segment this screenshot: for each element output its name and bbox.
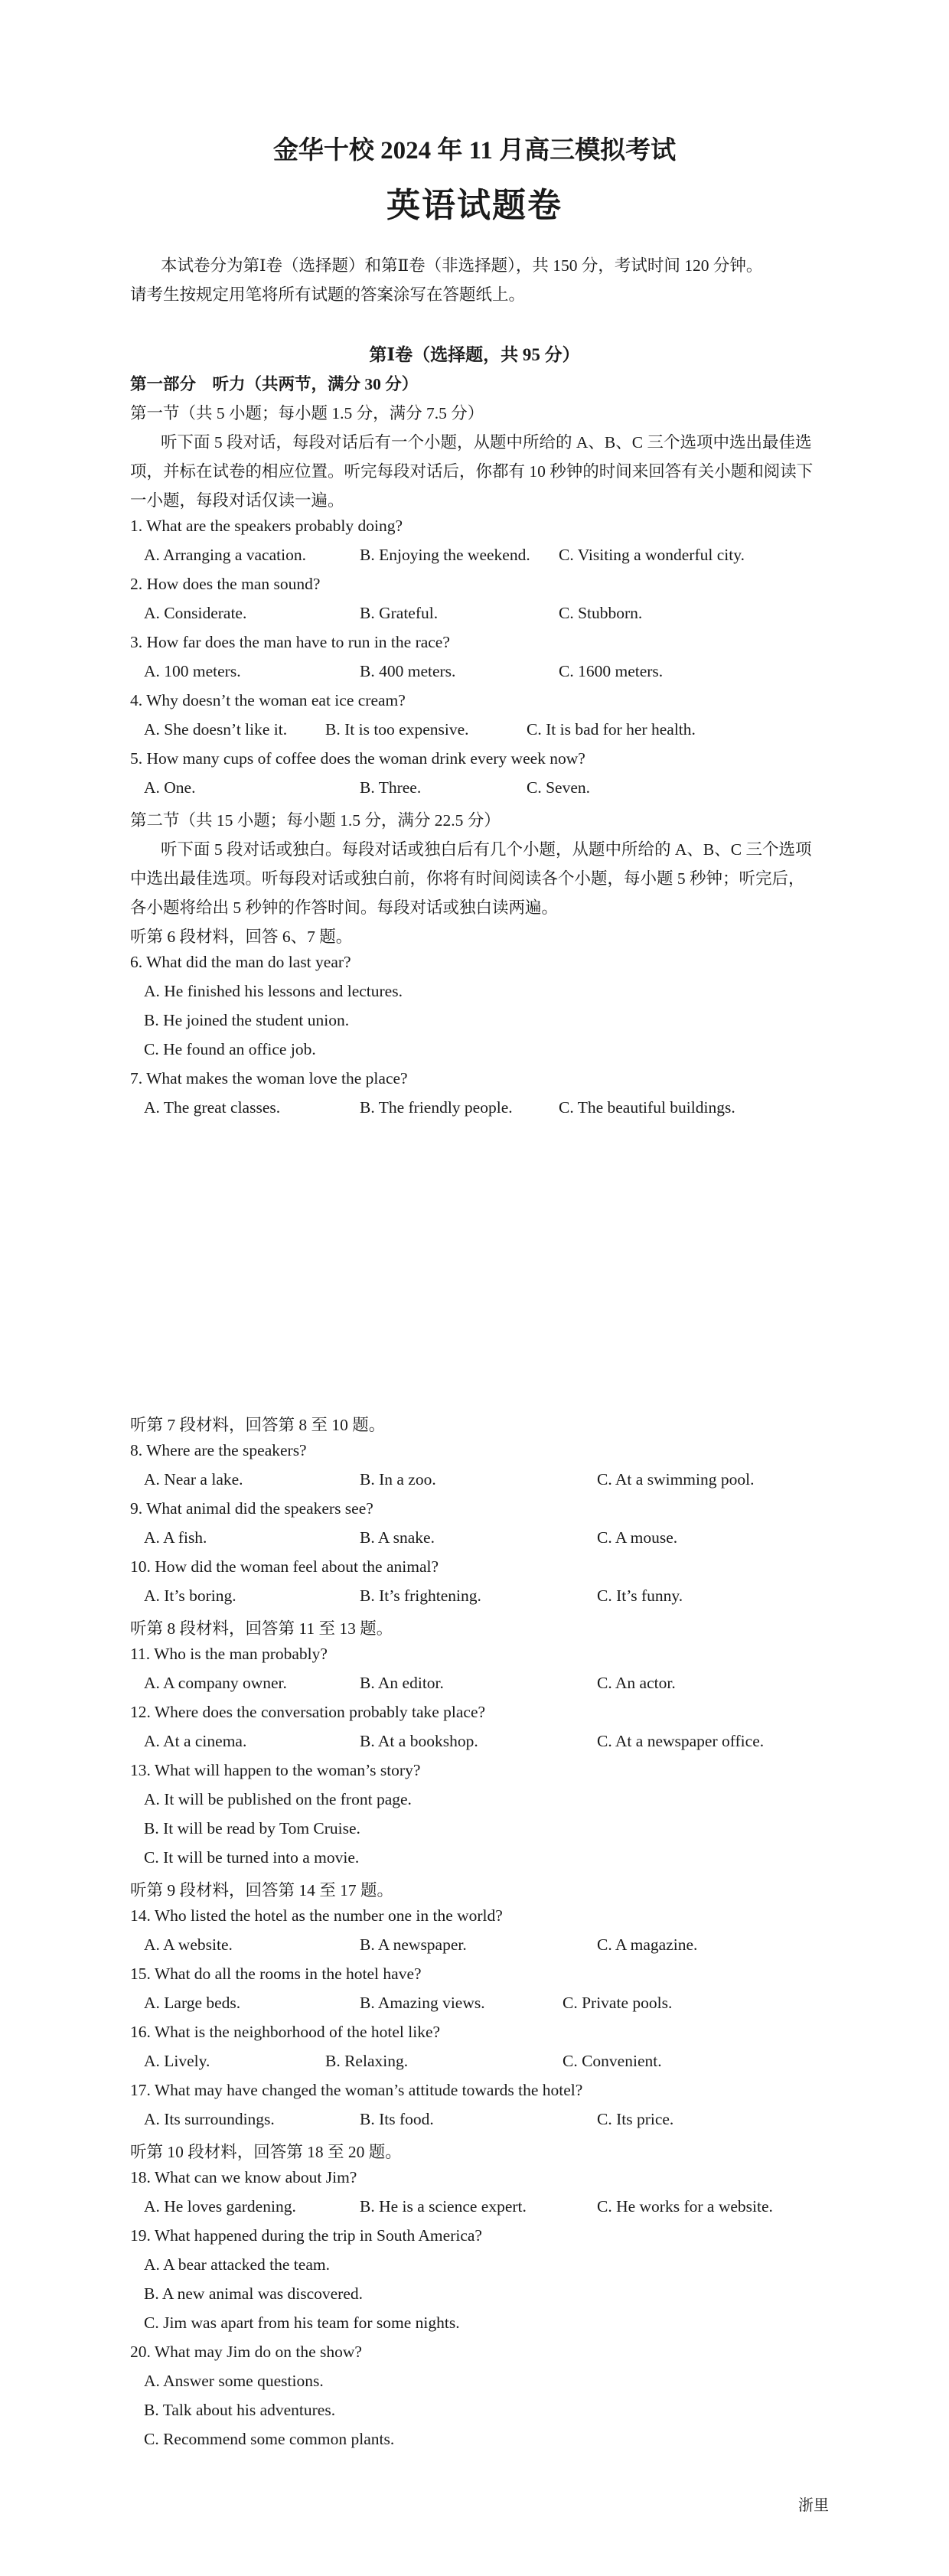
q12-option-a: A. At a cinema. xyxy=(144,1732,247,1750)
exam-title: 金华十校 2024 年 11 月高三模拟考试 xyxy=(272,137,677,165)
subject-title: 英语试题卷 xyxy=(386,187,563,224)
q12-option-c: C. At a newspaper office. xyxy=(597,1732,765,1750)
q11-option-b: B. An editor. xyxy=(360,1674,444,1692)
question-1: 1. What are the speakers probably doing? xyxy=(130,517,403,535)
q9-option-a: A. A fish. xyxy=(144,1528,207,1547)
section-title: 第一部分 听力（共两节，满分 30 分） xyxy=(130,375,419,393)
q13-option-b: B. It will be read by Tom Cruise. xyxy=(144,1819,360,1837)
q7-option-b: B. The friendly people. xyxy=(360,1098,513,1117)
question-15: 15. What do all the rooms in the hotel have? xyxy=(130,1965,422,1983)
question-20: 20. What may Jim do on the show? xyxy=(130,2343,362,2361)
intro-line-1: 本试卷分为第Ⅰ卷（选择题）和第Ⅱ卷（非选择题），共 150 分，考试时间 120 分钟。 xyxy=(161,256,763,275)
question-6: 6. What did the man do last year? xyxy=(130,953,351,971)
q4-option-a: A. She doesn’t like it. xyxy=(144,720,288,739)
q6-option-c: C. He found an office job. xyxy=(144,1040,316,1058)
question-2: 2. How does the man sound? xyxy=(130,575,321,593)
q4-option-c: C. It is bad for her health. xyxy=(527,720,696,739)
q1-option-b: B. Enjoying the weekend. xyxy=(360,546,530,564)
q14-option-c: C. A magazine. xyxy=(597,1935,698,1954)
question-5: 5. How many cups of coffee does the woman drink every week now? xyxy=(130,749,585,768)
q11-option-c: C. An actor. xyxy=(597,1674,676,1692)
q18-option-b: B. He is a science expert. xyxy=(360,2197,527,2216)
q10-option-c: C. It’s funny. xyxy=(597,1586,683,1605)
question-11: 11. Who is the man probably? xyxy=(130,1645,328,1663)
q15-option-b: B. Amazing views. xyxy=(360,1994,485,2012)
q20-option-b: B. Talk about his adventures. xyxy=(144,2401,336,2419)
question-18: 18. What can we know about Jim? xyxy=(130,2168,357,2186)
q3-option-a: A. 100 meters. xyxy=(144,662,241,680)
q16-option-c: C. Convenient. xyxy=(563,2052,662,2070)
q10-option-b: B. It’s frightening. xyxy=(360,1586,481,1605)
question-17: 17. What may have changed the woman’s attitude towards the hotel? xyxy=(130,2081,583,2099)
q7-option-c: C. The beautiful buildings. xyxy=(559,1098,735,1117)
q13-option-a: A. It will be published on the front page. xyxy=(144,1790,412,1808)
q4-option-b: B. It is too expensive. xyxy=(325,720,469,739)
sec1-instr-1: 听下面 5 段对话，每段对话后有一个小题，从题中所给的 A、B、C 三个选项中选出最佳选 xyxy=(161,433,812,452)
footer-mark: 浙里 xyxy=(798,2497,829,2514)
question-19: 19. What happened during the trip in South America? xyxy=(130,2226,482,2245)
question-3: 3. How far does the man have to run in the race? xyxy=(130,633,450,651)
sec2-instr-2: 中选出最佳选项。听每段对话或独白前，你将有时间阅读各个小题，每小题 5 秒钟；听完后， xyxy=(130,869,805,888)
q6-option-b: B. He joined the student union. xyxy=(144,1011,350,1029)
q10-option-a: A. It’s boring. xyxy=(144,1586,236,1605)
q8-option-c: C. At a swimming pool. xyxy=(597,1470,755,1489)
sec2-title: 第二节（共 15 小题；每小题 1.5 分，满分 22.5 分） xyxy=(130,811,501,830)
question-7: 7. What makes the woman love the place? xyxy=(130,1069,408,1087)
group-18-20: 听第 10 段材料，回答第 18 至 20 题。 xyxy=(130,2143,402,2161)
q16-option-a: A. Lively. xyxy=(144,2052,210,2070)
q2-option-a: A. Considerate. xyxy=(144,604,247,622)
q18-option-c: C. He works for a website. xyxy=(597,2197,773,2216)
q7-option-a: A. The great classes. xyxy=(144,1098,281,1117)
q1-option-c: C. Visiting a wonderful city. xyxy=(559,546,745,564)
question-12: 12. Where does the conversation probably take place? xyxy=(130,1703,486,1721)
group-14-17: 听第 9 段材料，回答第 14 至 17 题。 xyxy=(130,1881,394,1899)
q3-option-c: C. 1600 meters. xyxy=(559,662,664,680)
group-8-10: 听第 7 段材料，回答第 8 至 10 题。 xyxy=(130,1416,386,1434)
q9-option-c: C. A mouse. xyxy=(597,1528,678,1547)
q17-option-b: B. Its food. xyxy=(360,2110,434,2128)
q14-option-b: B. A newspaper. xyxy=(360,1935,467,1954)
q15-option-a: A. Large beds. xyxy=(144,1994,241,2012)
q12-option-b: B. At a bookshop. xyxy=(360,1732,478,1750)
group-6-7: 听第 6 段材料，回答 6、7 题。 xyxy=(130,928,353,946)
sec1-instr-3: 一小题，每段对话仅读一遍。 xyxy=(130,491,344,510)
q5-option-b: B. Three. xyxy=(360,778,422,797)
q15-option-c: C. Private pools. xyxy=(563,1994,673,2012)
q14-option-a: A. A website. xyxy=(144,1935,233,1954)
question-16: 16. What is the neighborhood of the hotel like? xyxy=(130,2023,441,2041)
q8-option-b: B. In a zoo. xyxy=(360,1470,436,1489)
q13-option-c: C. It will be turned into a movie. xyxy=(144,1848,360,1867)
q5-option-a: A. One. xyxy=(144,778,196,797)
q18-option-a: A. He loves gardening. xyxy=(144,2197,296,2216)
q16-option-b: B. Relaxing. xyxy=(325,2052,409,2070)
sec2-instr-1: 听下面 5 段对话或独白。每段对话或独白后有几个小题，从题中所给的 A、B、C 三个选项 xyxy=(161,840,812,859)
q11-option-a: A. A company owner. xyxy=(144,1674,287,1692)
q19-option-c: C. Jim was apart from his team for some nights. xyxy=(144,2314,460,2332)
q5-option-c: C. Seven. xyxy=(527,778,591,797)
q3-option-b: B. 400 meters. xyxy=(360,662,456,680)
question-4: 4. Why doesn’t the woman eat ice cream? xyxy=(130,691,406,709)
q17-option-a: A. Its surroundings. xyxy=(144,2110,275,2128)
q17-option-c: C. Its price. xyxy=(597,2110,674,2128)
q20-option-c: C. Recommend some common plants. xyxy=(144,2430,395,2448)
part-heading: 第Ⅰ卷（选择题，共 95 分） xyxy=(369,345,580,364)
q8-option-a: A. Near a lake. xyxy=(144,1470,243,1489)
question-8: 8. Where are the speakers? xyxy=(130,1441,307,1459)
q19-option-a: A. A bear attacked the team. xyxy=(144,2255,330,2274)
q6-option-a: A. He finished his lessons and lectures. xyxy=(144,982,403,1000)
question-9: 9. What animal did the speakers see? xyxy=(130,1499,373,1518)
group-11-13: 听第 8 段材料，回答第 11 至 13 题。 xyxy=(130,1619,393,1638)
q9-option-b: B. A snake. xyxy=(360,1528,435,1547)
q1-option-a: A. Arranging a vacation. xyxy=(144,546,306,564)
q20-option-a: A. Answer some questions. xyxy=(144,2372,324,2390)
q2-option-c: C. Stubborn. xyxy=(559,604,643,622)
sec2-instr-3: 各小题将给出 5 秒钟的作答时间。每段对话或独白读两遍。 xyxy=(130,898,559,917)
sec1-instr-2: 项，并标在试卷的相应位置。听完每段对话后，你都有 10 秒钟的时间来回答有关小题和阅读下 xyxy=(130,462,814,481)
question-14: 14. Who listed the hotel as the number one in the world? xyxy=(130,1906,503,1925)
q19-option-b: B. A new animal was discovered. xyxy=(144,2284,364,2303)
q2-option-b: B. Grateful. xyxy=(360,604,439,622)
question-13: 13. What will happen to the woman’s story? xyxy=(130,1761,421,1779)
question-10: 10. How did the woman feel about the animal? xyxy=(130,1557,439,1576)
intro-line-2: 请考生按规定用笔将所有试题的答案涂写在答题纸上。 xyxy=(130,285,526,304)
sec1-title: 第一节（共 5 小题；每小题 1.5 分，满分 7.5 分） xyxy=(130,404,484,422)
